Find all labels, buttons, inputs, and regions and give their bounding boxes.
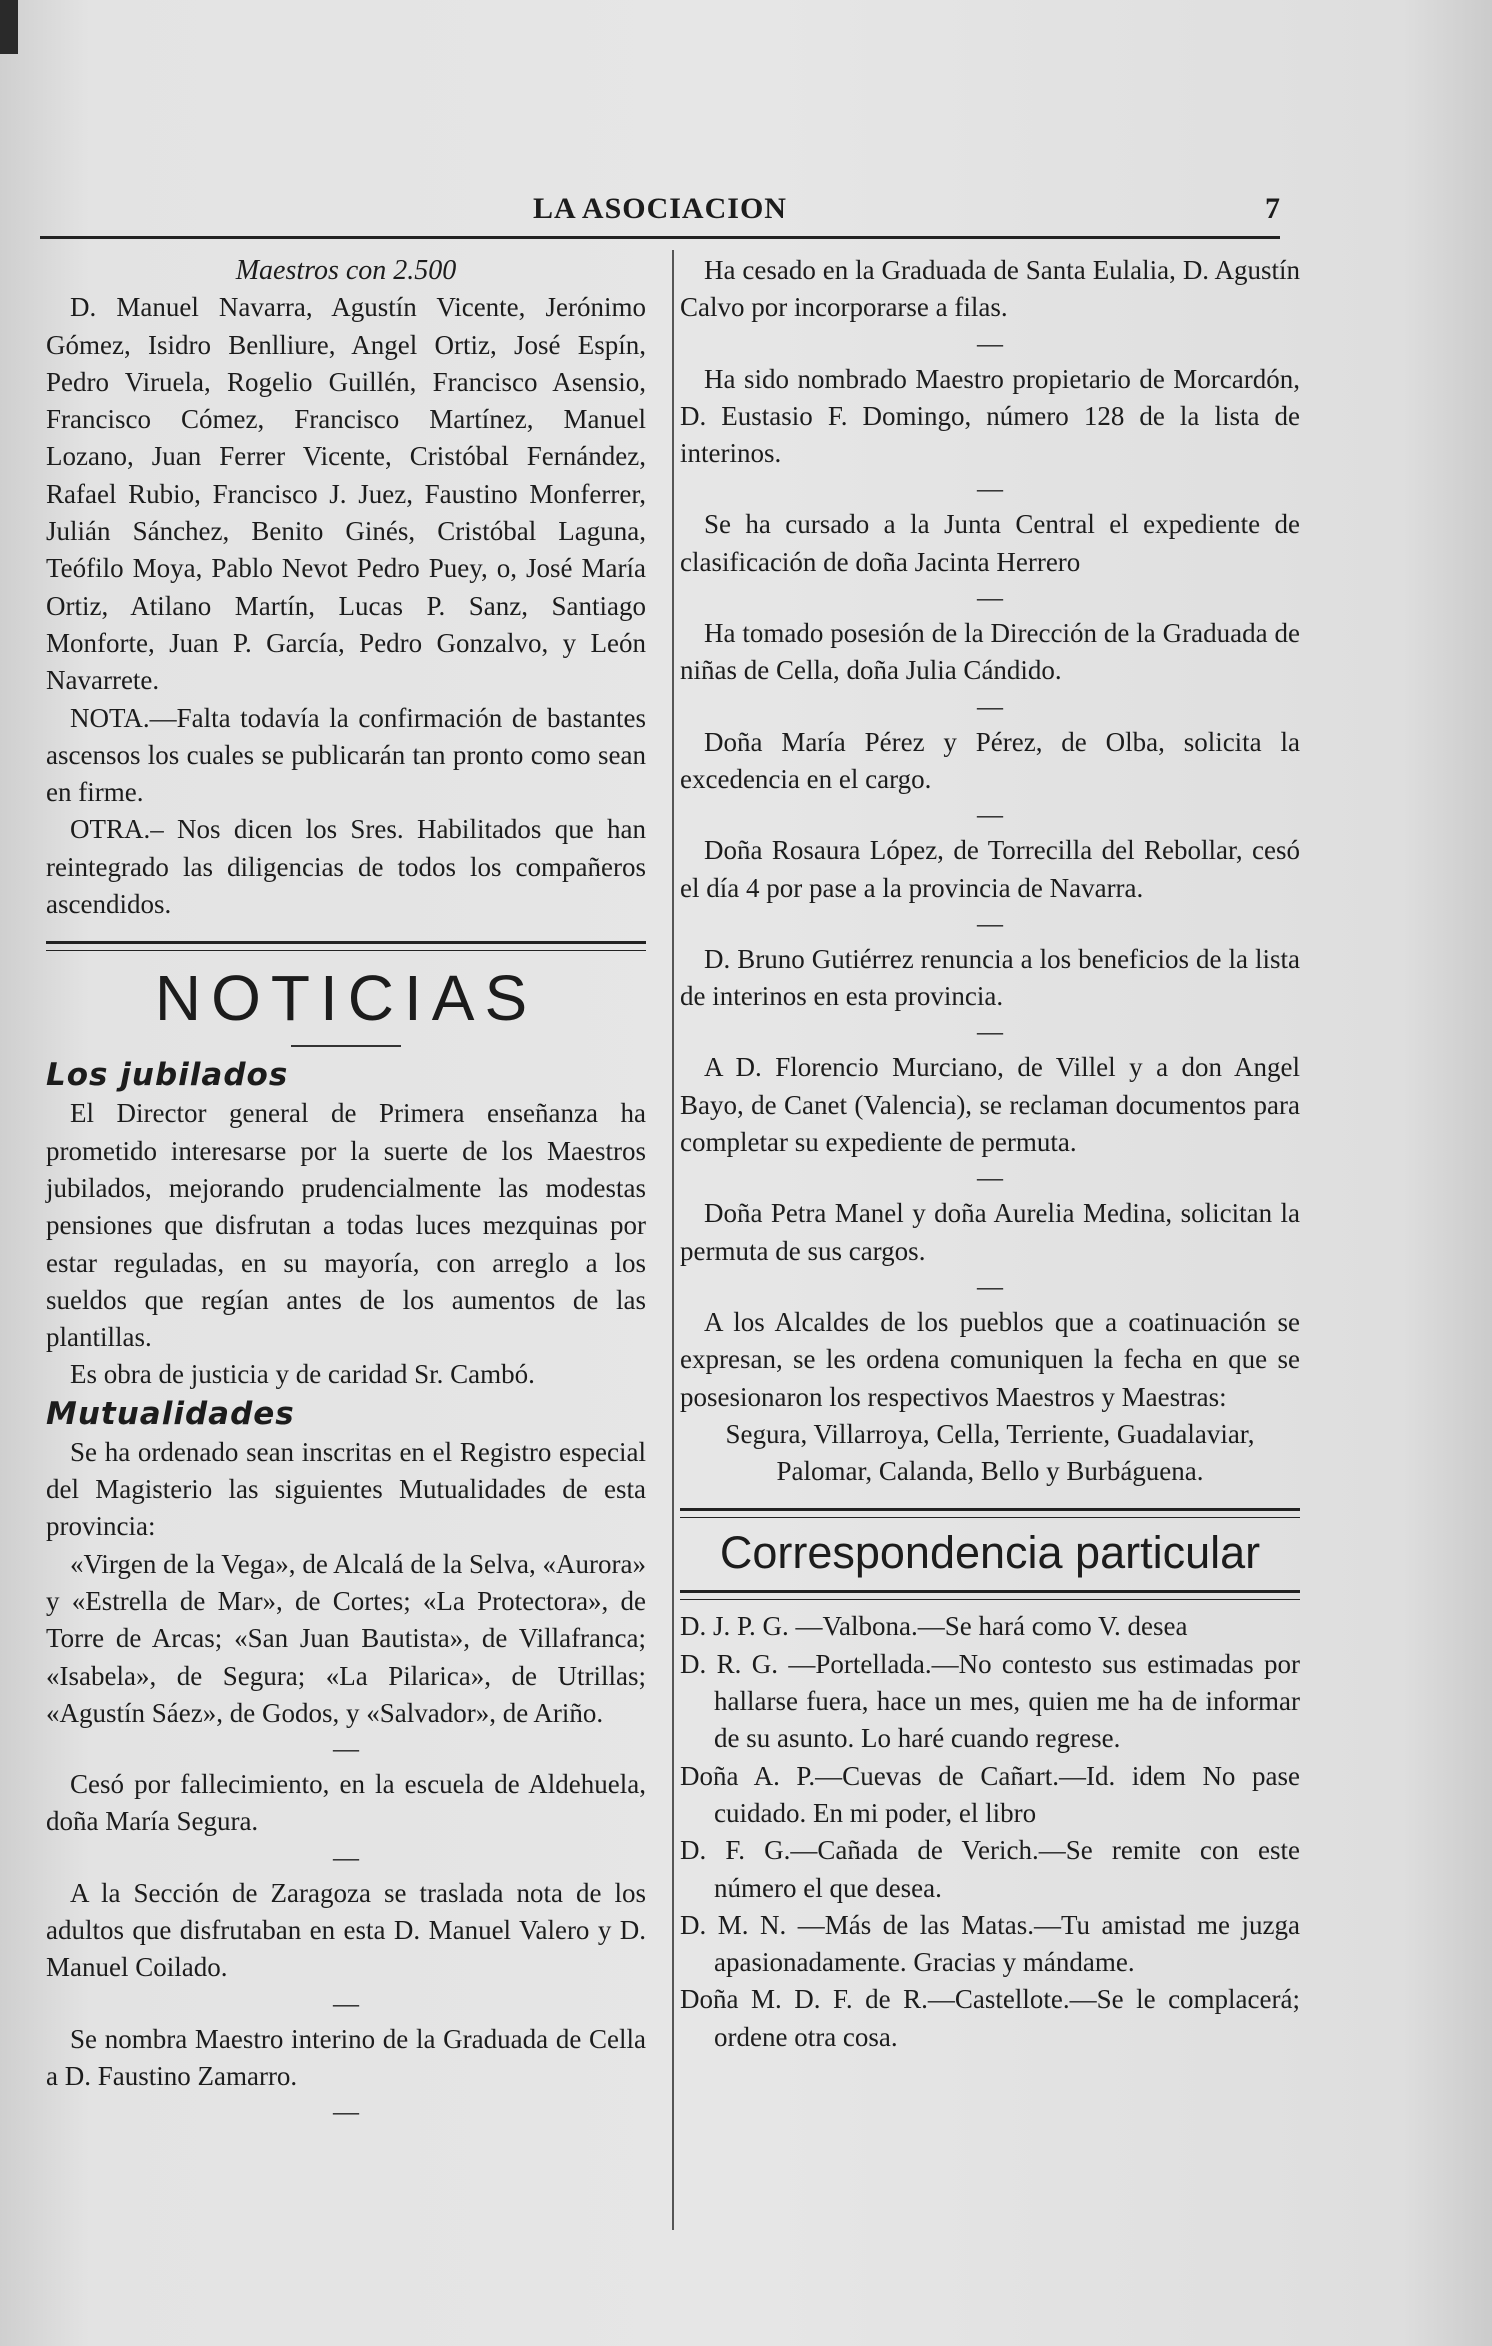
- ceso-paragraph: Cesó por fallecimiento, en la escuela de Aldehuela, doña María Segura.: [46, 1769, 646, 1837]
- page-header: [40, 192, 1280, 232]
- mutualidades-paragraph-1: Se ha ordenado sean inscritas en el Registro especial del Magisterio las siguientes Mutualidades de esta provincia:: [46, 1436, 646, 1542]
- noticias-underline: [291, 1045, 401, 1047]
- correspondence-entry: Doña A. P.—Cuevas de Cañart.—Id. idem No pase cuidado. En mi poder, el libro: [680, 1760, 1300, 1828]
- separator-dash: —: [977, 691, 1003, 721]
- separator-dash: —: [333, 1842, 359, 1872]
- otra-paragraph: OTRA.– Nos dicen los Sres. Habilitados que han reintegrado las diligencias de todos los compañeros ascendidos.: [46, 814, 646, 920]
- right-column: [680, 252, 1300, 2056]
- maestros-heading: Maestros con 2.500: [235, 255, 457, 286]
- correspondence-entry: D. J. P. G. —Valbona.—Se hará como V. desea: [680, 1611, 1188, 1642]
- separator-dash: —: [977, 583, 1003, 613]
- jubilados-paragraph-1: El Director general de Primera enseñanza ha prometido interesarse por la suerte de los Maestros jubilados, mejorando prudencialmente las modestas pensiones que disfrutan a todas luces mezquinas por estar reguladas, en su mayoría, con arreglo a los sueldos que regían antes de los aumentos de las plantillas.: [46, 1098, 646, 1353]
- separator-dash: —: [333, 1734, 359, 1764]
- newspaper-title: LA ASOCIACION: [533, 192, 787, 225]
- maestros-list: D. Manuel Navarra, Agustín Vicente, Jerónimo Gómez, Isidro Benlliure, Angel Ortiz, José Espín, Pedro Viruela, Rogelio Guillén, Francisco Asensio, Francisco Cómez, Francisco Martínez, Manuel Lozano, Juan Ferrer Vicente, Cristóbal Fernández, Rafael Rubio, Francisco J. Juez, Faustino Monferrer, Julián Sánchez, Benito Ginés, Cristóbal Laguna, Teófilo Moya, Pablo Nevot Pedro Puey, o, José María Ortiz, Atilano Martín, Lucas P. Sanz, Santiago Monforte, Juan P. García, Pedro Gonzalvo, y León Navarrete.: [46, 292, 646, 696]
- separator-dash: —: [333, 1988, 359, 2018]
- mutualidades-heading: Mutualidades: [46, 1395, 295, 1432]
- news-item: Doña Rosaura López, de Torrecilla del Rebollar, cesó el día 4 por pase a la provincia de Navarra.: [680, 835, 1300, 903]
- left-column: [46, 252, 646, 2129]
- correspondence-entry: Doña M. D. F. de R.—Castellote.—Se le complacerá; ordene otra cosa.: [680, 1984, 1300, 2052]
- correspondence-entry: D. F. G.—Cañada de Verich.—Se remite con este número el que desea.: [680, 1835, 1300, 1903]
- page-number: 7: [1265, 192, 1280, 225]
- separator-dash: —: [977, 328, 1003, 358]
- separator-dash: —: [977, 800, 1003, 830]
- news-item: Ha cesado en la Graduada de Santa Eulalia, D. Agustín Calvo por incorporarse a filas.: [680, 255, 1300, 323]
- nombra-paragraph: Se nombra Maestro interino de la Graduada de Cella a D. Faustino Zamarro.: [46, 2023, 646, 2091]
- news-item: A los Alcaldes de los pueblos que a coatinuación se expresan, se les ordena comuniquen la fecha en que se posesionaron los respectivos Maestros y Maestras:: [680, 1306, 1300, 1412]
- header-rule: [40, 236, 1280, 239]
- separator-dash: —: [977, 474, 1003, 504]
- seccion-paragraph: A la Sección de Zaragoza se traslada nota de los adultos que disfrutaban en esta D. Manuel Valero y D. Manuel Coilado.: [46, 1877, 646, 1983]
- news-item: D. Bruno Gutiérrez renuncia a los beneficios de la lista de interinos en esta provincia.: [680, 943, 1300, 1012]
- places-list: Segura, Villarroya, Cella, Terriente, Guadalaviar, Palomar, Calanda, Bello y Burbáguena.: [725, 1418, 1255, 1487]
- news-item: Se ha cursado a la Junta Central el expediente de clasificación de doña Jacinta Herrero: [680, 509, 1300, 577]
- correspondencia-title: Correspondencia particular: [719, 1527, 1261, 1579]
- noticias-title: NOTICIAS: [154, 962, 538, 1035]
- separator-dash: —: [977, 1163, 1003, 1193]
- separator-dash: —: [977, 1271, 1003, 1301]
- correspondence-entry: D. R. G. —Portellada.—No contesto sus estimadas por hallarse fuera, hace un mes, quien me ha de informar de su asunto. Lo haré cuando regrese.: [680, 1648, 1300, 1754]
- section-rule: [46, 941, 646, 951]
- section-rule: [680, 1590, 1300, 1600]
- news-item: Doña María Pérez y Pérez, de Olba, solicita la excedencia en el cargo.: [680, 726, 1300, 794]
- section-rule: [680, 1508, 1300, 1518]
- news-item: A D. Florencio Murciano, de Villel y a don Angel Bayo, de Canet (Valencia), se reclaman documentos para completar su expediente de permuta.: [680, 1052, 1300, 1158]
- separator-dash: —: [977, 908, 1003, 938]
- separator-dash: —: [333, 2097, 359, 2127]
- scan-corner-mark: [0, 0, 18, 54]
- correspondence-entry: D. M. N. —Más de las Matas.—Tu amistad me juzga apasionadamente. Gracias y mándame.: [680, 1909, 1300, 1978]
- news-item: Doña Petra Manel y doña Aurelia Medina, solicitan la permuta de sus cargos.: [680, 1198, 1300, 1266]
- column-divider: [672, 250, 674, 2230]
- jubilados-paragraph-2: Es obra de justicia y de caridad Sr. Cambó.: [70, 1359, 535, 1390]
- news-item: Ha sido nombrado Maestro propietario de Morcardón, D. Eustasio F. Domingo, número 128 de la lista de interinos.: [680, 363, 1300, 469]
- nota-paragraph: NOTA.—Falta todavía la confirmación de bastantes ascensos los cuales se publicarán tan pronto como sean en firme.: [46, 702, 646, 808]
- mutualidades-paragraph-2: «Virgen de la Vega», de Alcalá de la Selva, «Aurora» y «Estrella de Mar», de Cortes; «La Protectora», de Torre de Arcas; «San Juan Bautista», de Villafranca; «Isabela», de Segura; «La Pilarica», de Utrillas; «Agustín Sáez», de Godos, y «Salvador», de Ariño.: [46, 1548, 646, 1728]
- jubilados-heading: Los jubilados: [46, 1057, 289, 1094]
- separator-dash: —: [977, 1017, 1003, 1047]
- news-item: Ha tomado posesión de la Dirección de la Graduada de niñas de Cella, doña Julia Cándido.: [680, 618, 1300, 686]
